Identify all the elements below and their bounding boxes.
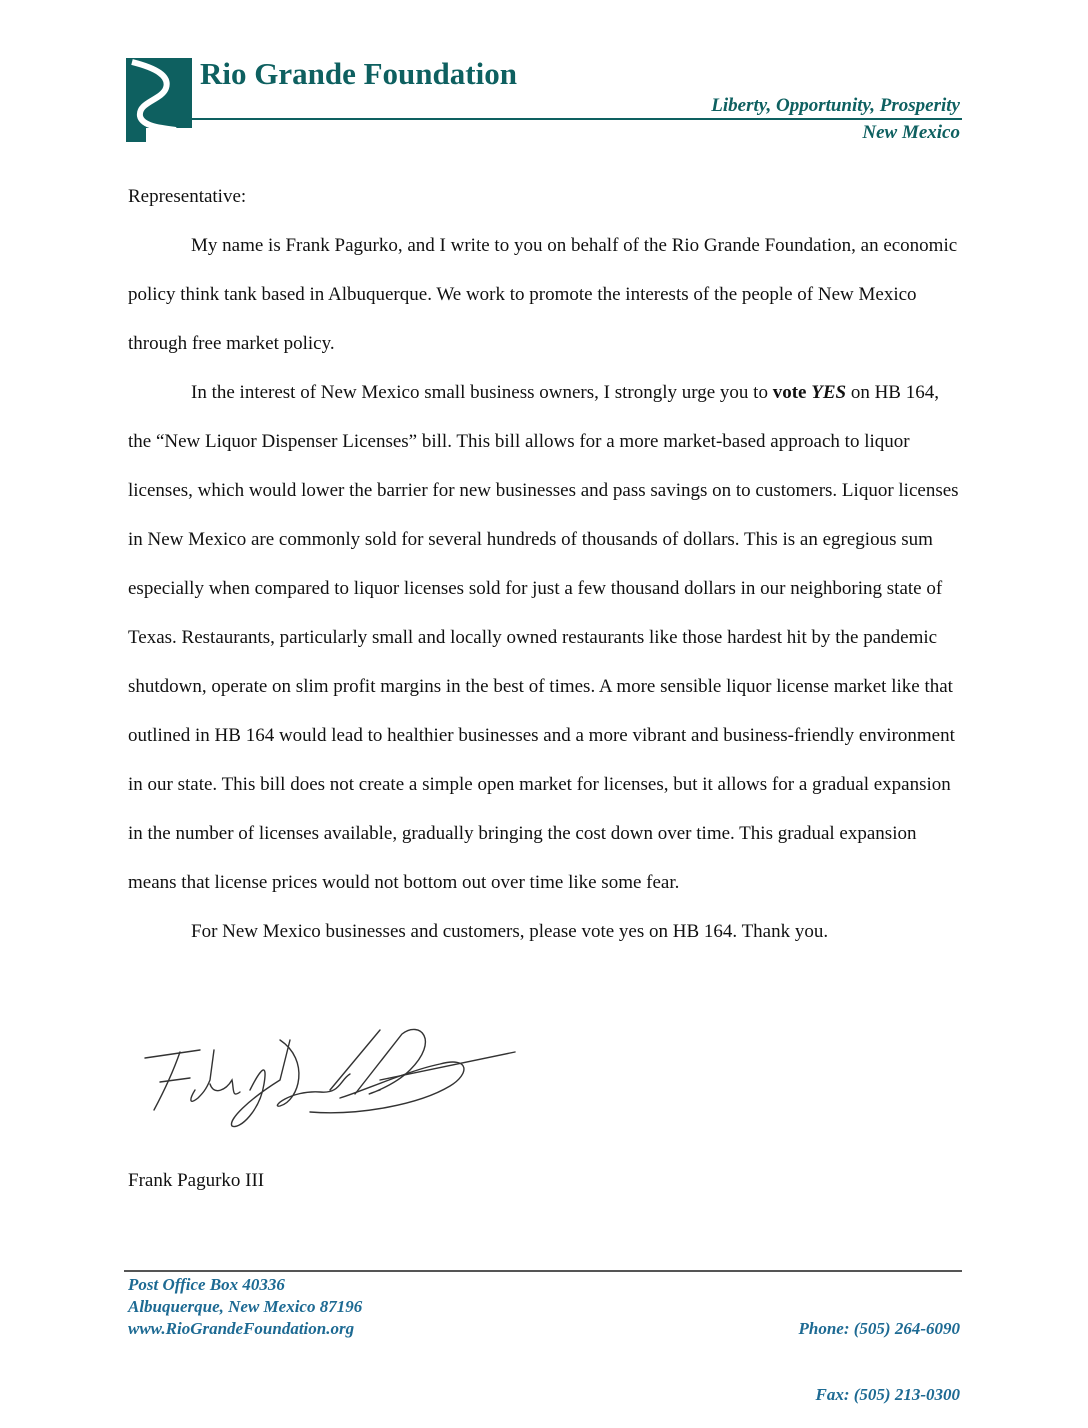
org-name: Rio Grande Foundation	[200, 56, 517, 91]
paragraph-argument	[128, 368, 962, 907]
paragraph-closing: For New Mexico businesses and customers, please vote yes on HB 164. Thank you.	[191, 921, 829, 942]
river-in-new-mexico-shape-icon	[126, 58, 192, 142]
handwritten-signature	[140, 1020, 520, 1140]
vote-emphasis: vote	[772, 382, 812, 403]
website-link[interactable]: www.RioGrandeFoundation.org	[128, 1319, 355, 1338]
footer-address	[128, 1274, 362, 1340]
signer-name: Frank Pagurko III	[128, 1170, 265, 1191]
paragraph-argument-rest: on HB 164, the “New Liquor Dispenser Licenses” bill. This bill allows for a more market-based approach to liquor licenses, which would lower the barrier for new businesses and pass savings on to customers. Liquor licenses in New Mexico are commonly sold for several hundreds of thousands of dollars. This is an egregious sum especially when compared to liquor licenses sold for just a few thousand dollars in our neighboring state of Texas. Restaurants, particularly small and locally owned restaurants like those hardest hit by the pandemic shutdown, operate on slim profit margins in the best of times. A more sensible liquor license market like that outlined in HB 164 would lead to healthier businesses and a more vibrant and business-friendly environment in our state. This bill does not create a simple open market for licenses, but it allows for a gradual expansion in the number of licenses available, gradually bringing the cost down over time. This gradual expansion means that license prices would not bottom out over time like some fear.	[128, 382, 959, 893]
state-name: New Mexico	[862, 122, 960, 143]
paragraph-intro: My name is Frank Pagurko, and I write to you on behalf of the Rio Grande Foundation, an economic policy think tank based in Albuquerque. We work to promote the interests of the people of New Mexico through free market policy.	[128, 235, 958, 354]
salutation: Representative:	[128, 186, 247, 207]
fax-number: Fax: (505) 213-0300	[815, 1385, 960, 1404]
footer-rule	[124, 1270, 962, 1272]
letter-body	[128, 172, 962, 956]
paragraph-argument-start: In the interest of New Mexico small business owners, I strongly urge you to	[191, 382, 773, 403]
phone-number: Phone: (505) 264-6090	[798, 1319, 960, 1338]
header-rule	[192, 118, 962, 120]
yes-emphasis: YES	[811, 382, 847, 403]
address-line-2: Albuquerque, New Mexico 87196	[128, 1297, 363, 1316]
tagline: Liberty, Opportunity, Prosperity	[711, 95, 960, 116]
address-line-1: Post Office Box 40336	[128, 1275, 285, 1294]
footer-contact	[799, 1274, 960, 1428]
